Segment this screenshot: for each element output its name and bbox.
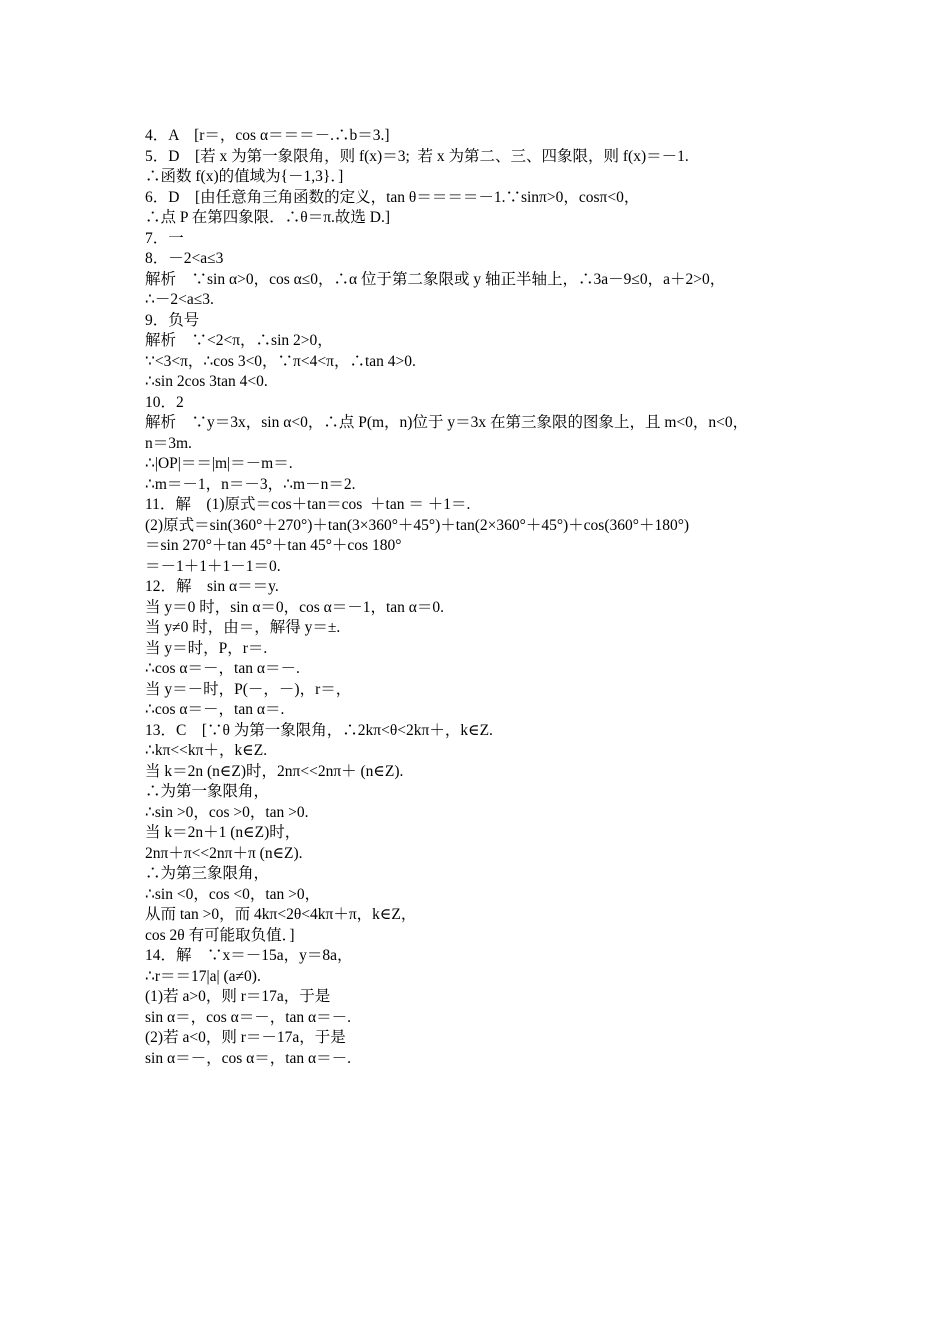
text-line: (2)原式＝sin(360°＋270°)＋tan(3×360°＋45°)＋tan(2×360°＋45°)＋cos(360°＋180°)	[145, 516, 690, 534]
text-line: ∴m＝－1，n＝－3，∴m－n＝2.	[145, 475, 356, 493]
text-line: 解析 ∵<2<π，∴sin 2>0，	[145, 332, 333, 349]
text-line: 14．解 ∵x＝－15a，y＝8a，	[145, 947, 353, 964]
text-line: ＝sin 270°＋tan 45°＋tan 45°＋cos 180°	[145, 537, 402, 554]
text-line: (2)若 a<0，则 r＝－17a，于是	[145, 1029, 346, 1046]
text-line: 9．负号	[145, 311, 200, 329]
text-line: ∴为第一象限角，	[145, 783, 270, 800]
text-line: 从而 tan >0，而 4kπ<2θ<4kπ＋π，k∈Z，	[145, 906, 417, 923]
text-line: 当 y＝0 时，sin α＝0，cos α＝－1，tan α＝0.	[145, 598, 445, 616]
text-line: 解析 ∵y＝3x，sin α<0，∴点 P(m，n)位于 y＝3x 在第三象限的图象上，且 m<0，n<0，	[145, 414, 749, 431]
answer-text-block	[145, 126, 825, 1069]
text-line: ∴为第三象限角，	[145, 865, 270, 882]
text-line: ∴sin 2cos 3tan 4<0.	[145, 373, 268, 390]
text-line: 11．解 (1)原式＝cos＋tan＝cos ＋tan ＝ ＋1＝.	[145, 496, 471, 513]
text-line: ∴－2<a≤3.	[145, 291, 214, 308]
text-line: 13．C [∵θ 为第一象限角，∴2kπ<θ<2kπ＋，k∈Z.	[145, 721, 493, 739]
text-line: sin α＝－，cos α＝，tan α＝－.	[145, 1049, 352, 1067]
text-line: 12．解 sin α＝＝y.	[145, 578, 279, 595]
text-line: ∴sin >0，cos >0，tan >0.	[145, 803, 309, 821]
text-line: (1)若 a>0，则 r＝17a，于是	[145, 988, 331, 1005]
text-line: 5．D [若 x 为第一象限角，则 f(x)＝3; 若 x 为第二、三、四象限，则 f(x)＝－1.	[145, 147, 689, 165]
text-line: ∴点 P 在第四象限．∴θ＝π.故选 D.]	[145, 209, 391, 226]
text-line: 2nπ＋π<<2nπ＋π (n∈Z).	[145, 844, 303, 862]
text-line: 解析 ∵sin α>0，cos α≤0，∴α 位于第二象限或 y 轴正半轴上，∴3a－9≤0，a＋2>0，	[145, 270, 726, 288]
text-line: ＝－1＋1＋1－1＝0.	[145, 557, 281, 575]
text-line: 当 k＝2n＋1 (n∈Z)时，	[145, 824, 301, 841]
text-line: ∴kπ<<kπ＋，k∈Z.	[145, 742, 268, 759]
text-line: ∴函数 f(x)的值域为{－1,3}．]	[145, 168, 344, 185]
text-line: 8．－2<a≤3	[145, 250, 224, 267]
text-line: ∴cos α＝－，tan α＝.	[145, 701, 285, 718]
text-line: 当 y≠0 时，由＝，解得 y＝±.	[145, 619, 341, 636]
text-line: ∴|OP|＝＝|m|＝－m＝.	[145, 455, 293, 472]
text-line: 6．D [由任意角三角函数的定义，tan θ＝＝＝＝－1.∵sinπ>0，cosπ<0，	[145, 188, 640, 206]
text-line: ∵<3<π，∴cos 3<0，∵π<4<π，∴tan 4>0.	[145, 352, 416, 370]
text-line: 当 y＝－时，P(－，－)，r＝，	[145, 680, 352, 698]
text-line: cos 2θ 有可能取负值．]	[145, 926, 295, 944]
text-line: ∴sin <0，cos <0，tan >0，	[145, 885, 321, 903]
text-line: 10．2	[145, 393, 184, 411]
text-line: ∴r＝＝17|a| (a≠0).	[145, 967, 261, 985]
text-line: 7．一	[145, 229, 184, 247]
text-line: n＝3m.	[145, 434, 192, 452]
text-line: sin α＝，cos α＝－，tan α＝－.	[145, 1008, 352, 1026]
text-line: 4．A [r＝，cos α＝＝＝－.∴b＝3.]	[145, 127, 390, 144]
text-line: ∴cos α＝－，tan α＝－.	[145, 660, 300, 677]
text-line: 当 k＝2n (n∈Z)时，2nπ<<2nπ＋ (n∈Z).	[145, 762, 404, 780]
text-line: 当 y＝时，P，r＝.	[145, 639, 268, 657]
